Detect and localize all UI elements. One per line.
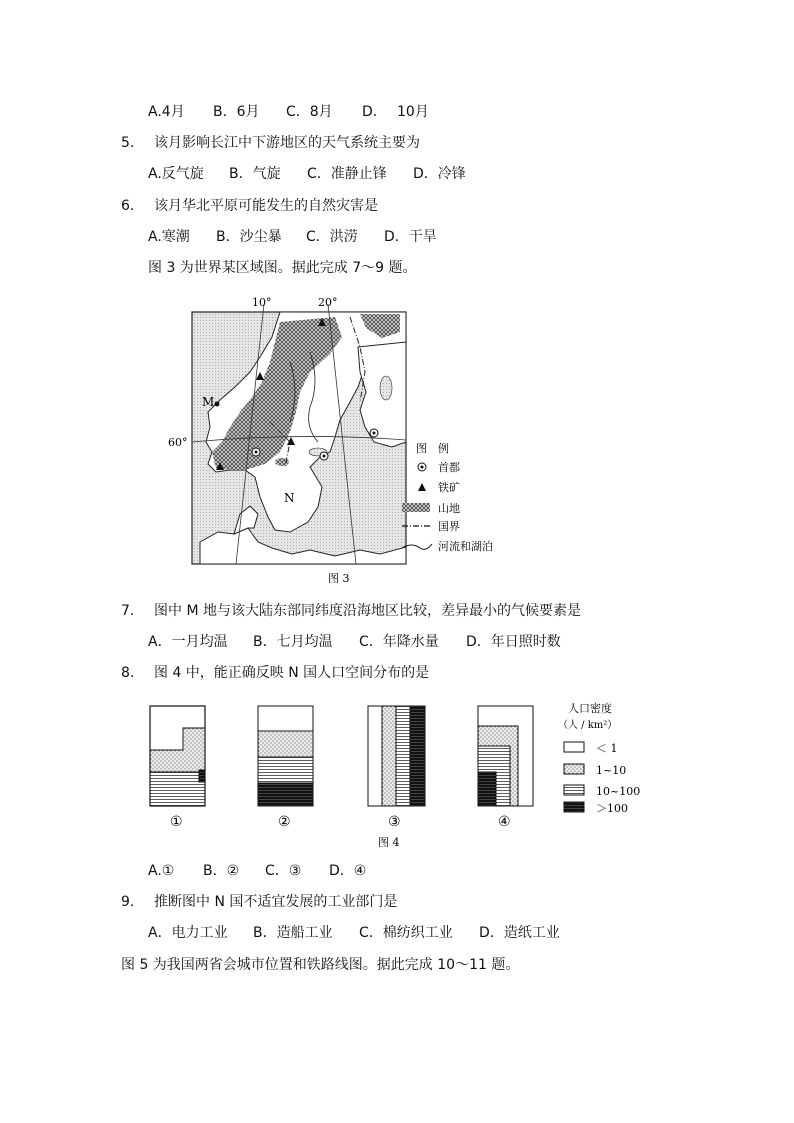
fig3-intro: 图 3 为世界某区域图。据此完成 7～9 题。: [148, 260, 417, 276]
q9-option-b: B．造船工业: [253, 925, 333, 941]
legend-swatch-gt100: [564, 802, 584, 812]
q9-option-a: A．电力工业: [148, 925, 228, 941]
q8-option-b: B．②: [203, 863, 240, 879]
density-legend-title: 人口密度: [568, 702, 612, 715]
capital-icon: [320, 452, 328, 460]
legend-label-lt1: ＜ 1: [596, 742, 618, 755]
legend-river-label: 河流和湖泊: [438, 540, 493, 553]
q9-option-c: C．棉纺织工业: [359, 925, 453, 941]
q8-number: 8.: [121, 665, 135, 681]
q7-option-d: D．年日照时数: [466, 634, 561, 650]
point-m-marker: [215, 402, 220, 407]
q7-stem: 图中 M 地与该大陆东部同纬度沿海地区比较，差异最小的气候要素是: [154, 603, 581, 619]
q4-option-b: B．6月: [213, 104, 260, 120]
panel-label-1: ①: [170, 814, 183, 830]
country-n-label: N: [284, 491, 295, 505]
chart-panel-2: [258, 706, 313, 806]
figure-4-density-charts: [140, 696, 640, 856]
q9-option-d: D．造纸工业: [479, 925, 560, 941]
lat-label-60: 60°: [168, 436, 188, 449]
q7-option-a: A．一月均温: [148, 634, 228, 650]
legend-mountain-label: 山地: [438, 502, 460, 515]
q6-stem: 该月华北平原可能发生的自然灾害是: [154, 198, 378, 214]
lon-label-10: 10°: [252, 296, 272, 309]
legend-swatch-10-100: [564, 785, 584, 795]
capital-icon: [370, 429, 378, 437]
q6-number: 6.: [121, 198, 135, 214]
q9-stem: 推断图中 N 国不适宜发展的工业部门是: [154, 894, 398, 910]
point-m-label: M: [202, 395, 215, 409]
q4-option-c: C．8月: [286, 104, 333, 120]
figure-3-caption: 图 3: [328, 572, 350, 585]
q5-stem: 该月影响长江中下游地区的天气系统主要为: [154, 135, 420, 151]
panel-label-3: ③: [388, 814, 401, 830]
q8-option-d: D．④: [329, 863, 367, 879]
lake: [380, 376, 392, 400]
q5-number: 5.: [121, 135, 135, 151]
panel-label-2: ②: [278, 814, 291, 830]
figure-3-map: [160, 292, 520, 592]
lon-label-20: 20°: [318, 296, 338, 309]
q5-option-a: A.反气旋: [148, 166, 204, 182]
chart-panel-1: [150, 706, 205, 806]
panel-label-4: ④: [498, 814, 511, 830]
legend-label-1-10: 1~10: [596, 764, 627, 777]
iron-ore-icon: [418, 483, 426, 491]
q7-number: 7.: [121, 603, 135, 619]
q8-option-c: C．③: [265, 863, 302, 879]
legend-border-label: 国界: [438, 520, 460, 533]
q6-option-c: C．洪涝: [306, 229, 358, 245]
fig5-intro: 图 5 为我国两省会城市位置和铁路线图。据此完成 10～11 题。: [121, 957, 520, 973]
legend-swatch-1-10: [564, 764, 584, 774]
q6-option-d: D．干旱: [384, 229, 437, 245]
legend-title: 图 例: [416, 442, 449, 455]
q6-option-b: B．沙尘暴: [216, 229, 282, 245]
q6-option-a: A.寒潮: [148, 229, 190, 245]
q8-stem: 图 4 中，能正确反映 N 国人口空间分布的是: [154, 665, 430, 681]
q9-number: 9.: [121, 894, 135, 910]
chart-panel-4: [478, 706, 533, 806]
density-legend-unit: （人 / km²）: [558, 720, 618, 731]
legend-label-10-100: 10~100: [596, 785, 640, 798]
legend-iron-label: 铁矿: [438, 481, 460, 494]
q5-option-b: B．气旋: [229, 166, 281, 182]
legend-capital-label: 首都: [438, 461, 460, 474]
figure-4-caption: 图 4: [378, 836, 400, 849]
chart-panel-3: [368, 706, 425, 806]
q7-option-b: B．七月均温: [253, 634, 333, 650]
q8-option-a: A.①: [148, 863, 175, 879]
q5-option-d: D．冷锋: [413, 166, 466, 182]
q4-option-d-value: 10月: [397, 104, 429, 120]
q7-option-c: C．年降水量: [359, 634, 439, 650]
q4-option-a: A.4月: [148, 104, 185, 120]
legend-swatch-lt1: [564, 742, 584, 752]
legend-mountain-swatch: [402, 503, 430, 512]
q4-option-d: D.: [362, 104, 378, 120]
legend-label-gt100: ＞100: [596, 802, 628, 815]
q5-option-c: C．准静止锋: [307, 166, 387, 182]
capital-icon: [418, 463, 426, 471]
capital-icon: [252, 448, 260, 456]
